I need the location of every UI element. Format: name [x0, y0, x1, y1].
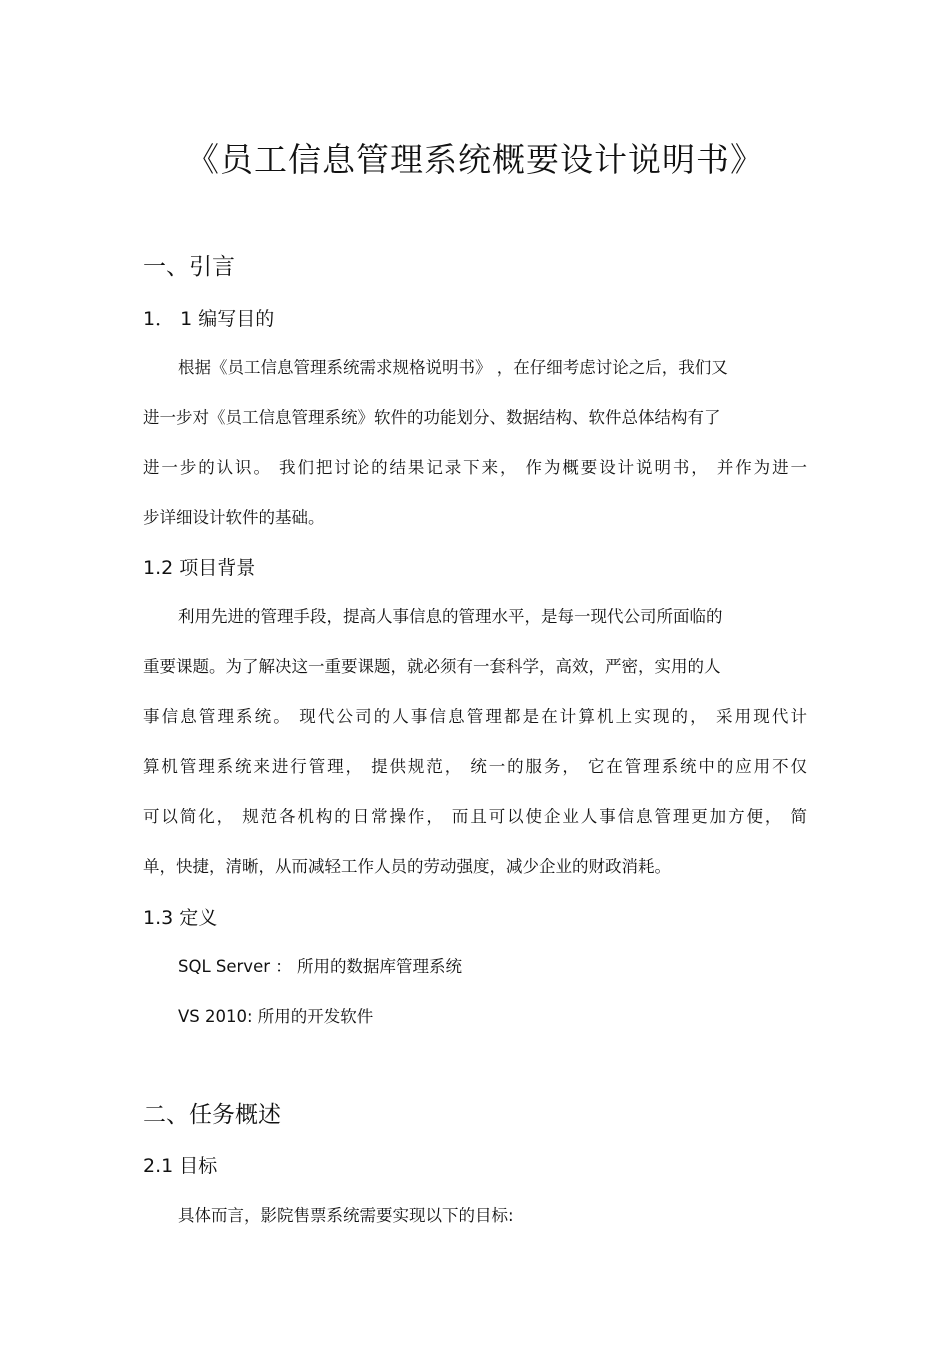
section-heading: 二、任务概述 [143, 1102, 281, 1128]
subsection-heading: 1.2 项目背景 [143, 557, 256, 579]
paragraph-line: 进一步对《员工信息管理系统》软件的功能划分、数据结构、软件总体结构有了 [143, 408, 721, 427]
subsection-heading: 1． 1 编写目的 [143, 308, 275, 330]
paragraph-line: 可以简化， 规范各机构的日常操作， 而且可以使企业人事信息管理更加方便， 简 [143, 807, 807, 826]
paragraph-line: 单，快捷，清晰，从而减轻工作人员的劳动强度，减少企业的财政消耗。 [143, 857, 671, 876]
paragraph-line: 具体而言，影院售票系统需要实现以下的目标: [178, 1206, 514, 1225]
document-title: 《员工信息管理系统概要设计说明书》 [186, 140, 764, 179]
paragraph-line: 算机管理系统来进行管理， 提供规范， 统一的服务， 它在管理系统中的应用不仅 [143, 757, 807, 776]
subsection-heading: 2.1 目标 [143, 1155, 218, 1177]
definition-line: SQL Server ： 所用的数据库管理系统 [178, 957, 462, 976]
paragraph-line: 步详细设计软件的基础。 [143, 508, 325, 527]
subsection-heading: 1.3 定义 [143, 907, 218, 929]
definition-line: VS 2010: 所用的开发软件 [178, 1007, 374, 1026]
paragraph-line: 进一步的认识。 我们把讨论的结果记录下来， 作为概要设计说明书， 并作为进一 [143, 458, 807, 477]
paragraph-line: 利用先进的管理手段，提高人事信息的管理水平，是每一现代公司所面临的 [178, 607, 723, 626]
section-heading: 一、引言 [143, 254, 235, 280]
paragraph-line: 事信息管理系统。 现代公司的人事信息管理都是在计算机上实现的， 采用现代计 [143, 707, 807, 726]
paragraph-line: 重要课题。为了解决这一重要课题，就必须有一套科学，高效，严密，实用的人 [143, 657, 721, 676]
paragraph-line: 根据《员工信息管理系统需求规格说明书》 ，在仔细考虑讨论之后，我们又 [178, 358, 728, 377]
